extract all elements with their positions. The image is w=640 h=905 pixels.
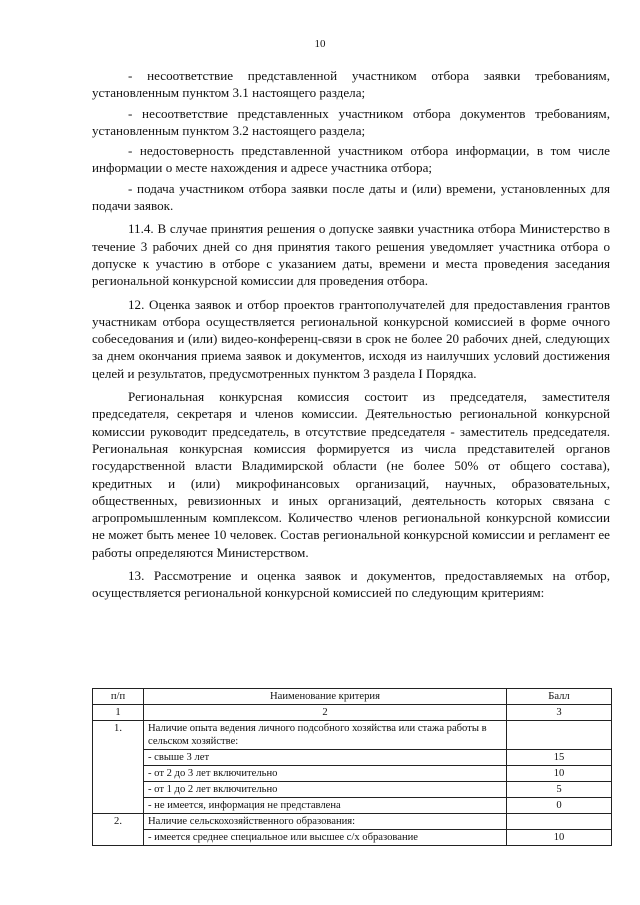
criterion-number: 2.: [93, 814, 144, 846]
table-row: [93, 721, 612, 750]
header-number: п/п: [93, 689, 144, 705]
paragraph-rejection-reason-3: - недостоверность представленной участником отбора информации, в том числе информации о месте нахождения и адресе участника отбора;: [92, 143, 610, 176]
table-numbering-row: [93, 705, 612, 721]
score-cell: 5: [507, 782, 612, 798]
criterion-option: - от 2 до 3 лет включительно: [144, 766, 507, 782]
criterion-option: - от 1 до 2 лет включительно: [144, 782, 507, 798]
document-body: [92, 67, 610, 608]
paragraph-rejection-reason-1: - несоответствие представленной участником отбора заявки требованиям, установленным пунктом 3.1 настоящего раздела;: [92, 68, 610, 101]
table-row: [93, 814, 612, 830]
score-cell: 10: [507, 830, 612, 846]
paragraph-11-4: 11.4. В случае принятия решения о допуске заявки участника отбора Министерство в течение 3 рабочих дней со дня принятия такого решения уведомляет участника отбора о допуске к участию в отборе с указанием даты, времени и места проведения заседания региональной конкурсной комиссии для проведения отбора.: [92, 221, 610, 289]
numbering-cell: 1: [93, 705, 144, 721]
score-cell: 15: [507, 750, 612, 766]
score-cell: [507, 721, 612, 750]
table-header-row: [93, 689, 612, 705]
criterion-option: - не имеется, информация не представлена: [144, 798, 507, 814]
table-row: [93, 750, 612, 766]
score-cell: 0: [507, 798, 612, 814]
paragraph-12: 12. Оценка заявок и отбор проектов грантополучателей для предоставления грантов участникам отбора осуществляется региональной конкурсной комиссией в форме очного собеседования и (или) видео-конференц-связи в срок не более 20 рабочих дней, следующих за днем окончания приема заявок и документов, исходя из наилучших условий достижения целей и результатов, предусмотренных пунктом 3 раздела I Порядка.: [92, 296, 610, 381]
table-row: [93, 830, 612, 846]
criterion-title: Наличие опыта ведения личного подсобного хозяйства или стажа работы в сельском хозяйстве:: [144, 721, 507, 750]
table-row: [93, 766, 612, 782]
numbering-cell: 2: [144, 705, 507, 721]
criterion-number: 1.: [93, 721, 144, 814]
numbering-cell: 3: [507, 705, 612, 721]
paragraph-13: 13. Рассмотрение и оценка заявок и документов, предоставляемых на отбор, осуществляется региональной конкурсной комиссией по следующим критериям:: [92, 568, 610, 601]
paragraph-rejection-reason-2: - несоответствие представленных участником отбора документов требованиям, установленным пунктом 3.2 настоящего раздела;: [92, 105, 610, 138]
criterion-title: Наличие сельскохозяйственного образования:: [144, 814, 507, 830]
paragraph-rejection-reason-4: - подача участником отбора заявки после даты и (или) времени, установленных для подачи заявок.: [92, 180, 610, 214]
score-cell: [507, 814, 612, 830]
criterion-option: - имеется среднее специальное или высшее с/х образование: [144, 830, 507, 846]
header-score: Балл: [507, 689, 612, 705]
table-row: [93, 782, 612, 798]
header-criterion: Наименование критерия: [144, 689, 507, 705]
criteria-table: [92, 688, 612, 846]
score-cell: 10: [507, 766, 612, 782]
paragraph-commission: Региональная конкурсная комиссия состоит из председателя, заместителя председателя, секретаря и членов комиссии. Деятельностью региональной конкурсной комиссии руководит председатель, в отсутствие председателя - заместитель председателя. Региональная конкурсная комиссия формируется из числа представителей органов государственной власти Владимирской области (не более 50% от общего состава), кредитных и (или) микрофинансовых организаций, научных, образовательных, общественных, ревизионных и иных организаций, деятельность которых связана с агропромышленным комплексом. Количество членов региональной конкурсной комиссии не может быть менее 10 человек. Состав региональной конкурсной комиссии и регламент ее работы определяются Министерством.: [92, 389, 610, 560]
criterion-option: - свыше 3 лет: [144, 750, 507, 766]
table-row: [93, 798, 612, 814]
page-number: 10: [314, 38, 326, 50]
